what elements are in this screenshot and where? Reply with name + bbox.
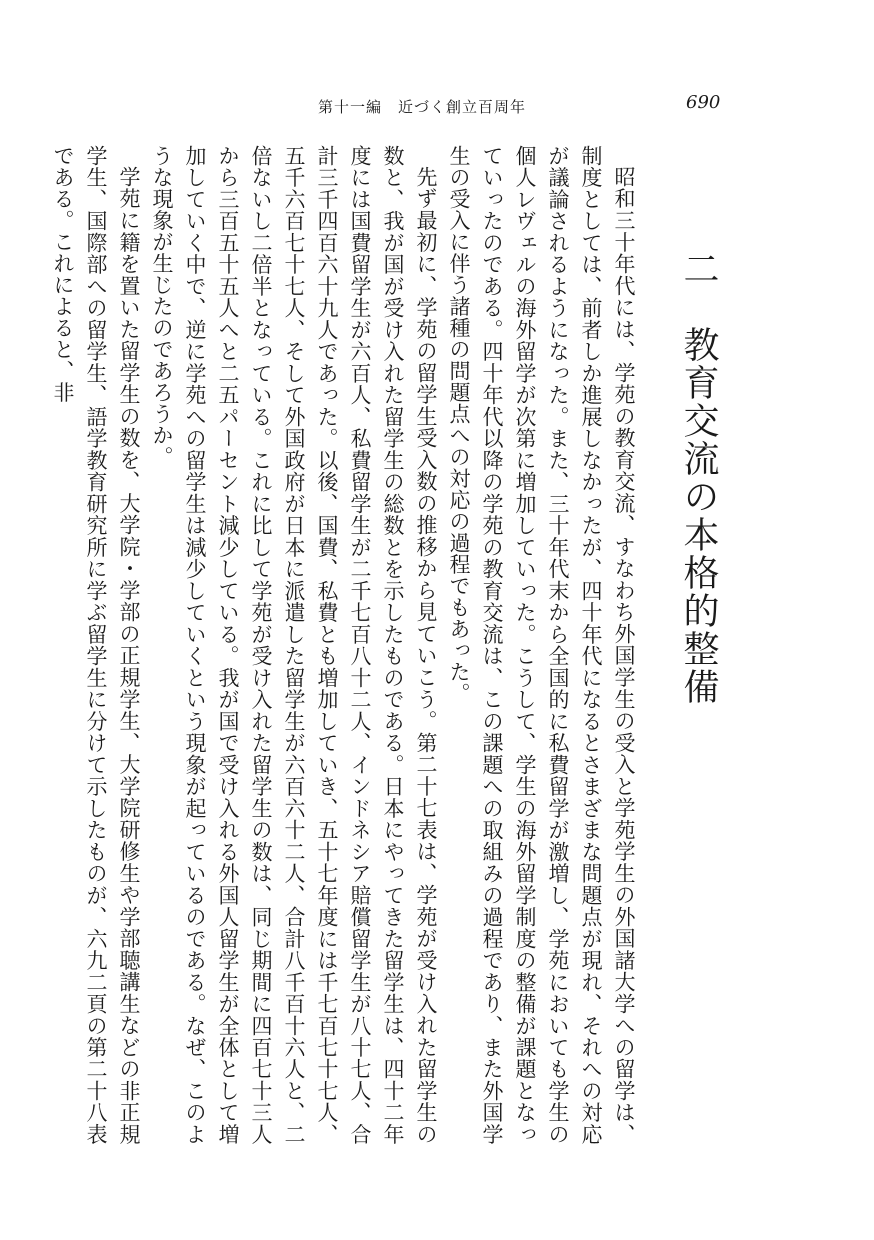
page-number: 690 <box>686 92 721 113</box>
body-text <box>51 145 640 1146</box>
section-heading: 二 教育交流の本格的整備 <box>678 250 719 706</box>
running-header: 第十一編 近づく創立百周年 <box>318 98 527 116</box>
paragraph: 昭和三十年代には、学苑の教育交流、すなわち外国学生の受入と学苑学生の外国諸大学への留学は、制度としては、前者しか進展しなかったが、四十年代になるとさまざまな問題点が現れ、それへの対応が議論されるようになった。また、三十年代末から全国的に私費留学が激増し、学苑においても学生の個人レヴェルの海外留学が次第に増加していった。こうして、学生の海外留学制度の整備が課題となっていったのである。四十年代以降の学苑の教育交流は、この課題への取組みの過程であり、また外国学生の受入に伴う諸種の問題点への対応の過程でもあった。 <box>447 145 636 1146</box>
paragraph: 学苑に籍を置いた留学生の数を、大学院・学部の正規学生、大学院研修生や学部聴講生などの非正規学生、国際部への留学生、語学教育研究所に学ぶ留学生に分けて示したものが、六九二頁の第二十八表である。これによると、非 <box>51 145 141 1146</box>
paragraph: 先ず最初に、学苑の留学生受入数の推移から見ていこう。第二十七表は、学苑が受け入れた留学生の数と、我が国が受け入れた留学生の総数とを示したものである。日本にやってきた留学生は、四十二年度には国費留学生が六百人、私費留学生が二千七百八十二人、インドネシア賠償留学生が八十七人、合計三千四百六十九人であった。以後、国費、私費とも増加していき、五十七年度には千七百七十七人、五千六百七十七人、そして外国政府が日本に派遣した留学生が六百六十二人、合計八千百十六人と、二倍ないし二倍半となっている。これに比して学苑が受け入れた留学生の数は、同じ期間に四百七十三人から三百五十五人へと二五パーセント減少している。我が国で受け入れる外国人留学生が全体として増加していく中で、逆に学苑への留学生は減少していくという現象が起っているのである。なぜ、このような現象が生じたのであろうか。 <box>150 145 438 1146</box>
